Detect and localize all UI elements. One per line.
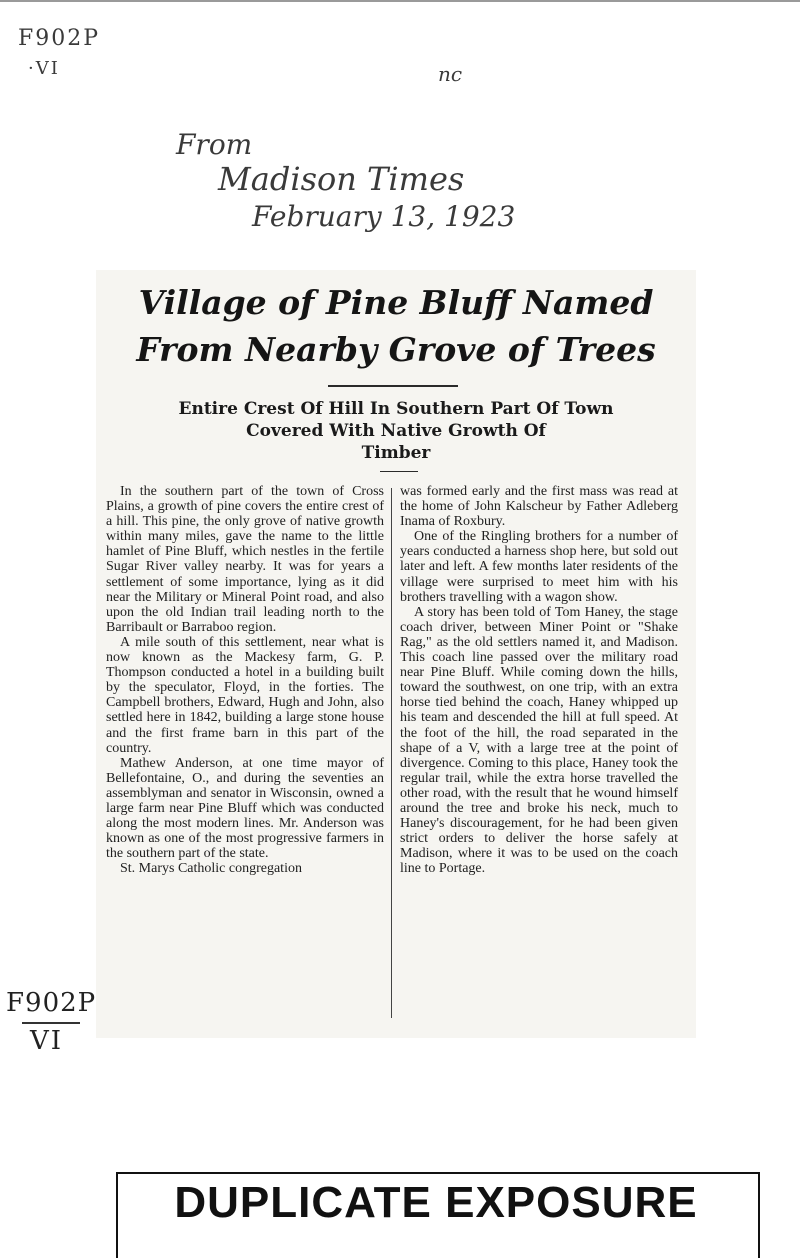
column-divider: [391, 488, 392, 1018]
paragraph: A mile south of this settlement, near what is now known as the Mackesy farm, G. P. Thompson conducted a hotel in a building built by the speculator, Floyd, in the forties. The Campbell brothers, Edward, Hugh and John, also settled here in 1842, building a large stone house and the first frame barn in this part of the country.: [106, 634, 384, 756]
archive-code-top: F902P: [18, 26, 101, 51]
handwritten-from: From: [176, 128, 253, 161]
paragraph: Mathew Anderson, at one time mayor of Bellefontaine, O., and during the seventies an assemblyman and senator in Wisconsin, owned a large farm near Pine Bluff which was conducted along the most modern lines. Mr. Anderson was known as one of the most progressive farmers in the southern part of the state.: [106, 755, 384, 862]
paragraph: One of the Ringling brothers for a number of years conducted a harness shop here, but sold out later and left. A few months later residents of the village were surprised to meet him with his brothers travelling with a wagon show.: [400, 529, 678, 605]
archive-volume-top: ·VI: [28, 58, 60, 79]
handwritten-nc: nc: [438, 62, 463, 86]
subhead-line-3: Timber: [361, 443, 431, 463]
subhead-divider: [380, 471, 418, 472]
subhead-line-2: Covered With Native Growth Of: [246, 421, 546, 441]
paragraph: St. Marys Catholic congregation: [120, 861, 302, 877]
subhead-line-1: Entire Crest Of Hill In Southern Part Of Town: [178, 399, 614, 419]
paragraph: was formed early and the first mass was read at the home of John Kalscheur by Father Adleberg Inama of Roxbury.: [400, 484, 678, 530]
handwritten-source: Madison Times: [218, 160, 465, 198]
scan-edge: [0, 0, 800, 2]
headline-line-2: From Nearby Grove of Trees: [136, 330, 656, 369]
paragraph: A story has been told of Tom Haney, the stage coach driver, between Miner Point or "Shake Rag," as the old settlers named it, and Madison. This coach line passed over the military road near Pine Bluff. While coming down the hills, toward the southwest, on one trip, with an extra horse tied behind the coach, Haney whipped up his team and descended the hill at full speed. At the foot of the hill, the road separated in the shape of a V, with a large tree at the point of divergence. Coming to this place, Haney took the regular trail, while the extra horse travelled the other road, with the result that he wound himself around the tree and broke his neck, much to Haney's discouragement, for he had been given strict orders to deliver the horse safely at Madison, where it was to be used on the coach line to Portage.: [400, 604, 678, 877]
archive-code-side: F902P: [6, 988, 97, 1018]
archive-volume-side: VI: [30, 1026, 64, 1056]
archive-code-underline: [22, 1022, 80, 1024]
handwritten-date: February 13, 1923: [252, 200, 516, 233]
headline-line-1: Village of Pine Bluff Named: [138, 283, 654, 322]
paragraph: In the southern part of the town of Cross Plains, a growth of pine covers the entire crest of a hill. This pine, the only grove of native growth within many miles, gave the name to the little hamlet of Pine Bluff, which nestles in the fertile Sugar River valley nearby. It was for years a settlement of some importance, lying as it did near the Military or Mineral Point road, and also upon the old Indian trail leading north to the Barribault or Barraboo region.: [106, 484, 384, 635]
article-left-column: [106, 484, 384, 876]
duplicate-exposure-label: DUPLICATE EXPOSURE: [174, 1178, 698, 1227]
article-right-column: [400, 484, 678, 876]
headline-divider: [328, 385, 458, 387]
